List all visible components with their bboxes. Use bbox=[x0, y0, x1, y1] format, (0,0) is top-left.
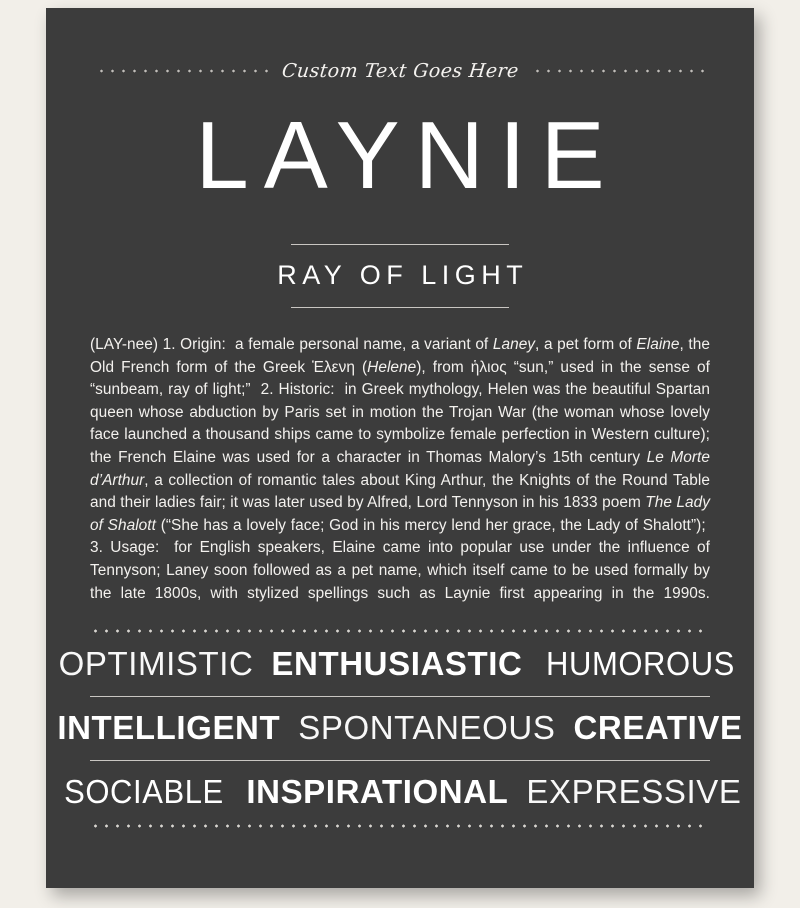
traits-row-1 bbox=[58, 633, 736, 696]
page-title: LAYNIE bbox=[195, 102, 620, 209]
dotted-divider-right bbox=[532, 69, 704, 73]
traits-section bbox=[57, 629, 743, 828]
trait-item: CREATIVE bbox=[573, 709, 743, 747]
rule-below-meaning bbox=[291, 307, 509, 308]
name-art-poster bbox=[46, 8, 754, 888]
trait-item: INTELLIGENT bbox=[57, 709, 281, 747]
trait-item: SPONTANEOUS bbox=[298, 709, 556, 747]
traits-bottom-dotted-rule bbox=[90, 824, 710, 828]
name-description: (LAY-nee) 1. Origin: a female personal name, a variant of Laney, a pet form of Elaine, the Old French form of the Greek Ἑλενη (Helene), from ἡλιος “sun,” used in the sense of “sunbeam, ray of light;” 2. Historic: in Greek mythology, Helen was the beautiful Spartan queen whose abduction by Paris set in motion the Trojan War (the woman whose lovely face launched a thousand ships came to symbolize female perfection in Western culture); the French Elaine was used for a character in Thomas Malory’s 15th century Le Morte d’Arthur, a collection of romantic tales about King Arthur, the Knights of the Round Table and their ladies fair; it was later used by Alfred, Lord Tennyson in his 1833 poem The Lady of Shalott (“She has a lovely face; God in his mercy lend her grace, the Lady of Shalott”); 3. Usage: for English speakers, Elaine came into popular use under the influence of Tennyson; Laney soon followed as a pet name, which itself came to be used formally by the late 1800s, with stylized spellings such as Laynie first appearing in the 1990s. bbox=[90, 336, 710, 602]
trait-item: SOCIABLE bbox=[63, 773, 224, 811]
poster-container bbox=[46, 8, 754, 888]
traits-row-2 bbox=[57, 697, 743, 760]
custom-text: Custom Text Goes Here bbox=[280, 60, 520, 82]
trait-item: EXPRESSIVE bbox=[526, 773, 742, 811]
trait-item: OPTIMISTIC bbox=[58, 645, 254, 683]
trait-item: INSPIRATIONAL bbox=[246, 773, 509, 811]
traits-row-3 bbox=[63, 761, 742, 824]
custom-text-row bbox=[80, 60, 720, 82]
dotted-divider-left bbox=[96, 69, 268, 73]
meaning-block bbox=[80, 244, 720, 308]
trait-item: ENTHUSIASTIC bbox=[271, 645, 523, 683]
name-meaning: RAY OF LIGHT bbox=[277, 260, 529, 290]
trait-item: HUMOROUS bbox=[546, 645, 736, 683]
